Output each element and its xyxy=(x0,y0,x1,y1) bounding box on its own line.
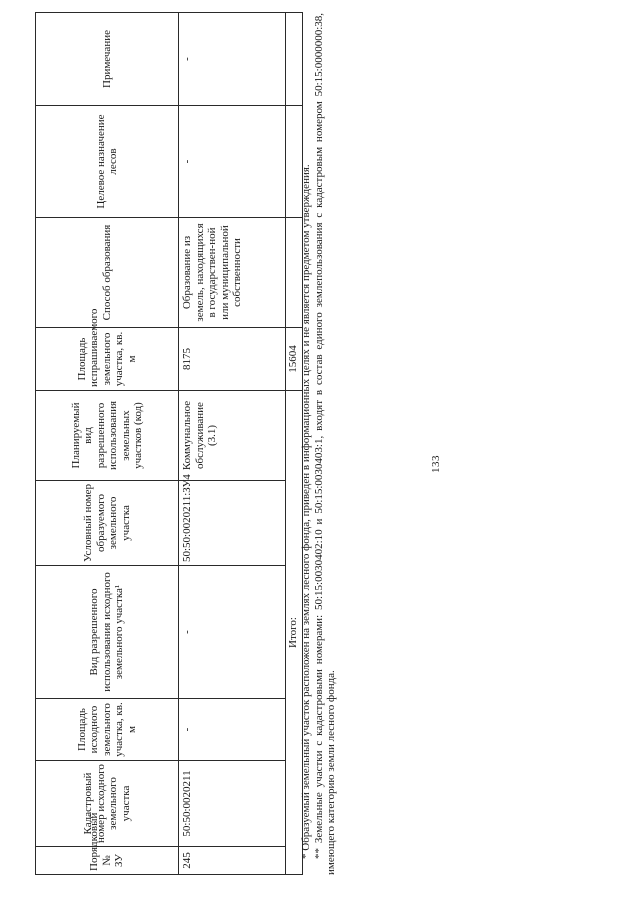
header-requested-area: Площадь испрашиваемого земельного участка, кв. м xyxy=(36,328,179,391)
header-forest-purpose: Целевое назначение лесов xyxy=(36,106,179,218)
table-row xyxy=(179,13,286,875)
cell-source-permitted-use: - xyxy=(179,566,286,699)
header-source-cadastral-number: Кадастровый номер исходного земельного участка xyxy=(36,761,179,847)
page-number: 133 xyxy=(430,455,442,473)
header-conditional-number: Условный номер образуемого земельного участка xyxy=(36,481,179,566)
footnote-1: * Образуемый земельный участок расположен на землях лесного фонда, приведен в информационных целях и не является предметом утверждения. xyxy=(300,164,312,859)
cell-source-area: - xyxy=(179,699,286,761)
cell-requested-area: 8175 xyxy=(179,328,286,391)
header-sequence-number: Порядковый № ЗУ xyxy=(36,847,179,875)
header-source-area: Площадь исходного земельного участка, кв. м xyxy=(36,699,179,761)
cell-note: - xyxy=(179,13,286,106)
cell-formation-method: Образование из земель, находящихся в государствен-ной или муниципальной собственности xyxy=(179,218,286,328)
header-planned-use: Планируемый вид разрешенного использования земельных участков (код) xyxy=(36,391,179,481)
cell-sequence-number: 245 xyxy=(179,847,286,875)
footnotes xyxy=(300,13,338,875)
cell-source-cadastral-number: 50:50:0020211 xyxy=(179,761,286,847)
total-label: Итого: xyxy=(286,391,303,875)
header-source-permitted-use: Вид разрешенного использования исходного земельного участка¹ xyxy=(36,566,179,699)
total-value: 15604 xyxy=(286,328,303,391)
cell-planned-use: Коммунальное обслуживание (3.1) xyxy=(179,391,286,481)
land-plots-table xyxy=(35,12,303,875)
header-note: Примечание xyxy=(36,13,179,106)
cell-conditional-number: 50:50:0020211:ЗУ4 xyxy=(179,481,286,566)
header-formation-method: Способ образования xyxy=(36,218,179,328)
cell-forest-purpose: - xyxy=(179,106,286,218)
table-header-row xyxy=(36,13,179,875)
footnote-2: ** Земельные участки с кадастровыми номерами: 50:15:0030402:10 и 50:15:0030403:1, входят в состав единого землепользования с кадастровым номером 50:15:0000000:38, имеющего категорию земли лесного фонда. xyxy=(312,13,337,875)
